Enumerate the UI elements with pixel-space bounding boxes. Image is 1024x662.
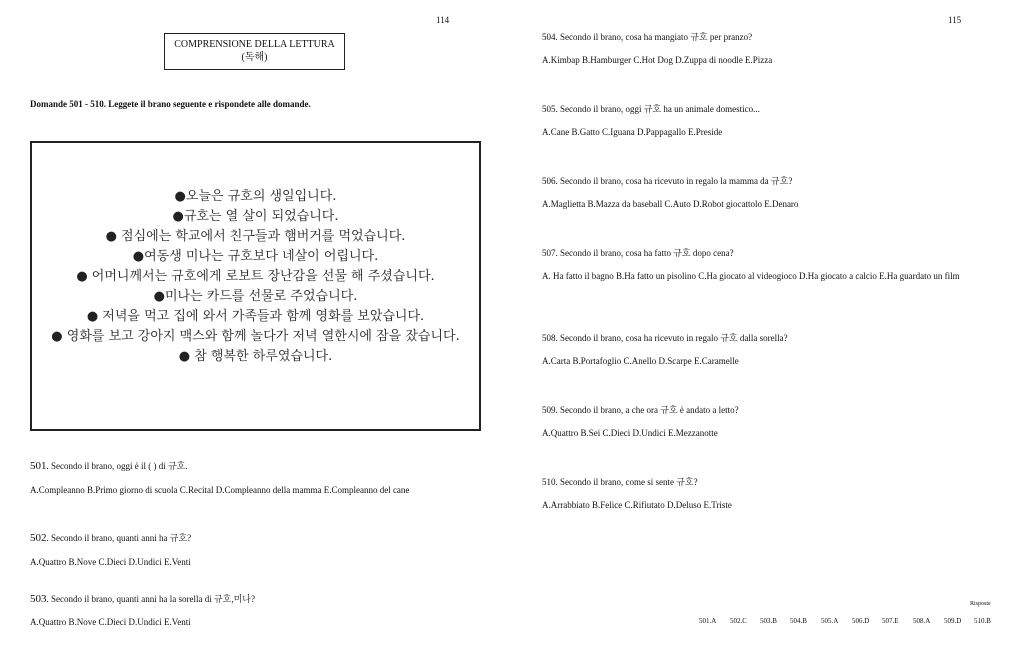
question-text: . Secondo il brano, quanti anni ha la sorella di 규호,미나? — [46, 594, 255, 604]
options-508: A.Carta B.Portafoglio C.Anello D.Scarpe E.Caramelle — [542, 356, 739, 366]
passage-line: ●여동생 미나는 규호보다 네살이 어립니다. — [132, 249, 379, 264]
passage-line: ● 저녁을 먹고 집에 와서 가족들과 함께 영화를 보았습니다. — [86, 309, 425, 324]
answers-label: Risposte — [970, 601, 991, 607]
reading-passage-box — [30, 141, 481, 431]
page-number-right: 115 — [948, 15, 962, 25]
answer-item: 508.A — [913, 617, 931, 625]
passage-line: ● 참 행복한 하루였습니다. — [178, 349, 333, 364]
question-506: 506. Secondo il brano, cosa ha ricevuto in regalo la mamma da 규호? — [542, 176, 793, 186]
question-text: . Secondo il brano, quanti anni ha 규호? — [46, 533, 192, 543]
question-501 — [30, 459, 188, 472]
question-number: 502 — [30, 532, 47, 544]
question-503 — [30, 592, 255, 605]
page-number-left: 114 — [436, 15, 450, 25]
passage-line: ●오늘은 규호의 생일입니다. — [174, 189, 337, 204]
question-508: 508. Secondo il brano, cosa ha ricevuto in regalo 규호 dalla sorella? — [542, 333, 788, 343]
answer-item: 509.D — [944, 617, 962, 625]
question-507: 507. Secondo il brano, cosa ha fatto 규호 dopo cena? — [542, 248, 734, 258]
question-504: 504. Secondo il brano, cosa ha mangiato 규호 per pranzo? — [542, 32, 753, 42]
options-509: A.Quattro B.Sei C.Dieci D.Undici E.Mezzanotte — [542, 428, 718, 438]
options-501: A.Compleanno B.Primo giorno di scuola C.Recital D.Compleanno della mamma E.Compleanno del cane — [30, 485, 410, 495]
answer-item: 504.B — [790, 617, 807, 625]
options-507: A. Ha fatto il bagno B.Ha fatto un pisolino C.Ha giocato al videogioco D.Ha giocato a calcio E.Ha guardato un film — [542, 271, 960, 281]
answer-item: 502.C — [730, 617, 747, 625]
answer-item: 507.E — [882, 617, 899, 625]
section-subtitle: (독해) — [241, 52, 268, 63]
question-505: 505. Secondo il brano, oggi 규호 ha un animale domestico... — [542, 104, 760, 114]
answer-item: 501.A — [699, 617, 717, 625]
options-505: A.Cane B.Gatto C.Iguana D.Pappagallo E.Preside — [542, 127, 723, 137]
options-506: A.Maglietta B.Mazza da baseball C.Auto D.Robot giocattolo E.Denaro — [542, 199, 799, 209]
instructions: Domande 501 - 510. Leggete il brano seguente e rispondete alle domande. — [30, 99, 311, 109]
section-title-box — [164, 33, 345, 70]
options-504: A.Kimbap B.Hamburger C.Hot Dog D.Zuppa di noodle E.Pizza — [542, 55, 773, 65]
answer-item: 506.D — [852, 617, 870, 625]
passage-line: ●규호는 열 살이 되었습니다. — [172, 209, 339, 224]
passage-line: ● 어머니께서는 규호에게 로보트 장난감을 선물 해 주셨습니다. — [76, 269, 435, 284]
passage-line: ●미나는 카드를 선물로 주었습니다. — [153, 289, 358, 304]
options-503: A.Quattro B.Nove C.Dieci D.Undici E.Venti — [30, 617, 191, 627]
passage-line: ● 영화를 보고 강아지 맥스와 함께 놀다가 저녁 열한시에 잠을 잤습니다. — [51, 329, 460, 344]
answer-item: 505.A — [821, 617, 839, 625]
question-number: 503 — [30, 593, 47, 605]
question-510: 510. Secondo il brano, come si sente 규호? — [542, 477, 698, 487]
question-509: 509. Secondo il brano, a che ora 규호 è andato a letto? — [542, 405, 739, 415]
question-number: 501 — [30, 460, 47, 472]
passage-line: ● 점심에는 학교에서 친구들과 햄버거를 먹었습니다. — [105, 229, 406, 244]
options-502: A.Quattro B.Nove C.Dieci D.Undici E.Venti — [30, 557, 191, 567]
options-510: A.Arrabbiato B.Felice C.Rifiutato D.Deluso E.Triste — [542, 500, 732, 510]
answer-item: 510.B — [974, 617, 991, 625]
section-title: COMPRENSIONE DELLA LETTURA — [174, 39, 335, 50]
question-text: . Secondo il brano, oggi è il ( ) di 규호. — [46, 461, 188, 471]
answer-item: 503.B — [760, 617, 777, 625]
reading-passage — [32, 187, 479, 367]
question-502 — [30, 531, 191, 544]
